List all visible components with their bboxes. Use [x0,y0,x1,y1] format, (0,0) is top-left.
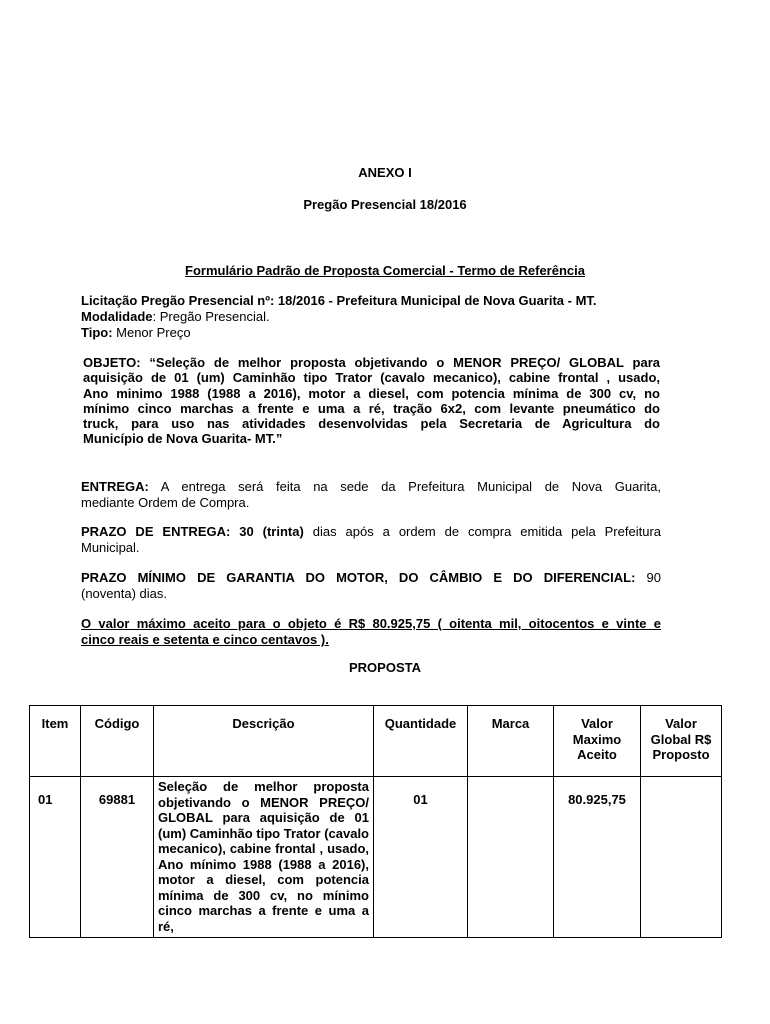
modalidade-line [81,309,661,325]
objeto-line: mínimo cinco marchas a frente e uma a ré, tração 6x2, com levante pneumático do [83,400,660,416]
entrega-text: A entrega será feita na sede da Prefeitura Municipal de Nova Guarita, [148,479,661,494]
form-title: Formulário Padrão de Proposta Comercial - Termo de Referência [185,263,585,278]
proposal-table [29,705,722,938]
valor-maximo-line: cinco reais e setenta e cinco centavos ). [81,632,329,647]
cell-item: 01 [30,777,81,938]
proposta-title: PROPOSTA [349,660,421,675]
header-valor-maximo [554,706,641,777]
objeto-line: Município de Nova Guarita- MT.” [83,431,283,447]
cell-valor-maximo: 80.925,75 [554,777,641,938]
objeto-line: truck, para uso nas atividades desenvolvidas pela Secretaria de Agricultura do [83,416,660,432]
cell-quantidade: 01 [374,777,468,938]
header-valor-global-line: Valor [665,716,697,731]
header-codigo: Código [81,706,154,777]
modalidade-value: : Pregão Presencial. [152,309,270,324]
cell-valor-global [641,777,722,938]
cell-codigo: 69881 [81,777,154,938]
objeto-line: OBJETO: “Seleção de melhor proposta objetivando o MENOR PREÇO/ GLOBAL para [83,355,660,370]
garantia-text-2: (noventa) dias. [81,586,167,601]
header-valor-maximo-line: Valor [581,716,613,731]
header-valor-global-line: Proposto [652,747,710,762]
valor-maximo-line: O valor máximo aceito para o objeto é R$ 80.925,75 ( oitenta mil, oitocentos e vinte e [81,616,661,631]
entrega-text-2: mediante Ordem de Compra. [81,495,250,510]
header-marca: Marca [468,706,554,777]
header-descricao: Descrição [154,706,374,777]
tipo-label: Tipo: [81,325,113,340]
licitacao-line: Licitação Pregão Presencial nº: 18/2016 - Prefeitura Municipal de Nova Guarita - MT. [81,293,597,308]
tipo-line [81,325,661,341]
prazo-entrega-paragraph [81,524,661,556]
header-item: Item [30,706,81,777]
modalidade-label: Modalidade [81,309,153,324]
table-row [30,777,722,938]
cell-descricao: Seleção de melhor proposta objetivando o MENOR PREÇO/ GLOBAL para aquisição de 01 (um) Caminhão tipo Trator (cavalo mecanico), cabine frontal , usado, Ano mínimo 1988 (1988 a 2016), motor a diesel, com potencia mínima de 300 cv, no mínimo cinco marchas a frente e uma a ré, [154,777,374,938]
garantia-paragraph [81,570,661,602]
table-header-row [30,706,722,777]
objeto-line: aquisição de 01 (um) Caminhão tipo Trator (cavalo mecanico), cabine frontal , usado, [83,370,660,386]
prazo-entrega-label: PRAZO DE ENTREGA: 30 (trinta) [81,524,304,539]
entrega-label: ENTREGA: [81,479,149,494]
cell-marca [468,777,554,938]
prazo-entrega-text: dias após a ordem de compra emitida pela Prefeitura [303,524,661,539]
garantia-text: 90 [635,570,661,585]
objeto-paragraph [83,355,660,447]
header-quantidade: Quantidade [374,706,468,777]
prazo-entrega-text-2: Municipal. [81,540,140,555]
header-valor-maximo-line: Maximo [572,731,622,747]
header-valor-global [641,706,722,777]
annex-title: ANEXO I [358,165,412,180]
objeto-line: Ano minimo 1988 (1988 a 2016), motor a diesel, com potencia mínima de 300 cv, no [83,385,660,401]
entrega-paragraph [81,479,661,511]
garantia-label: PRAZO MÍNIMO DE GARANTIA DO MOTOR, DO CÂMBIO E DO DIFERENCIAL: [81,570,636,585]
header-valor-maximo-line: Aceito [577,747,617,762]
tipo-value: Menor Preço [112,325,191,340]
pregao-title: Pregão Presencial 18/2016 [303,197,467,212]
header-valor-global-line: Global R$ [650,731,712,747]
valor-maximo-paragraph [81,616,661,648]
